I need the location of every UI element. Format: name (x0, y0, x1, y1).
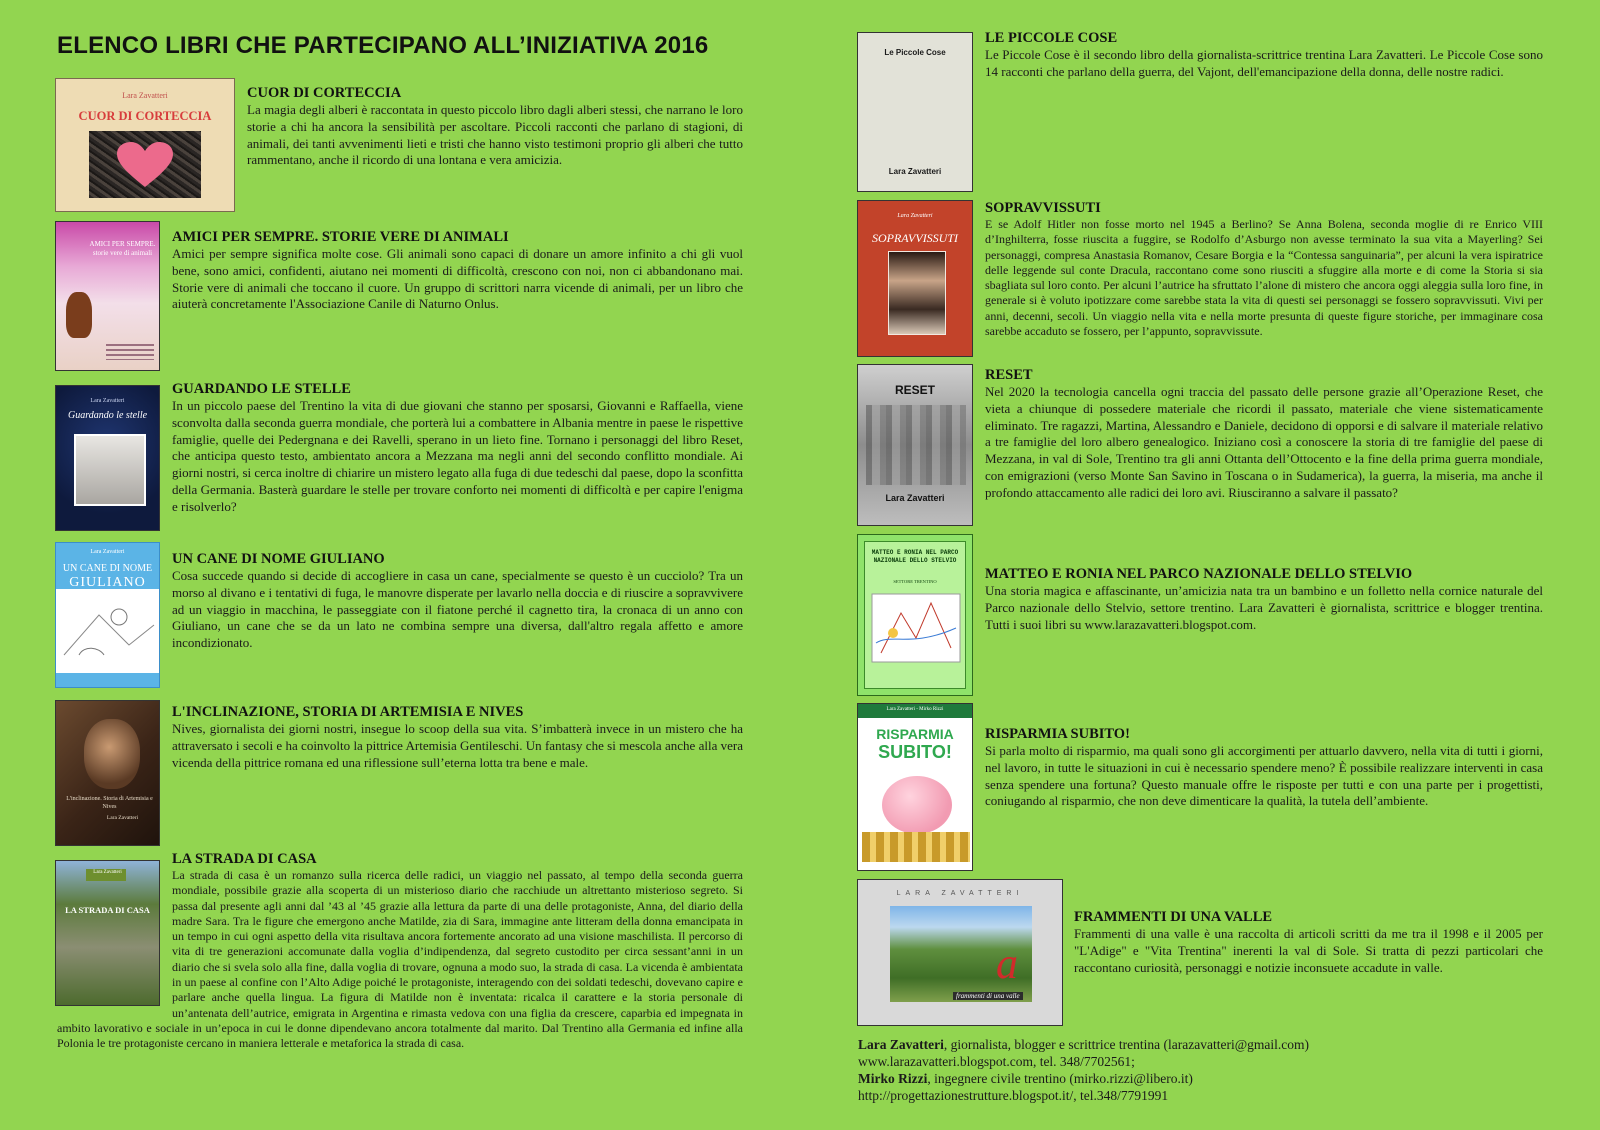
cover-title-2: SUBITO! (878, 742, 952, 762)
heart-icon (115, 141, 175, 189)
book-title: UN CANE DI NOME GIULIANO (172, 551, 385, 567)
cover-amici-per-sempre (55, 221, 160, 371)
bark-image (89, 131, 201, 198)
cat-image (66, 292, 92, 338)
author-website[interactable]: www.larazavatteri.blogspot.com, tel. 348/7702561; (858, 1054, 1135, 1069)
cover-author: Lara Zavatteri (122, 91, 168, 100)
cover-cuor-di-corteccia (55, 78, 235, 212)
book-title: L'INCLINAZIONE, STORIA DI ARTEMISIA E NIVES (172, 704, 524, 720)
book-description: La strada di casa è un romanzo sulla ricerca delle radici, un viaggio nel passato, al tempo della seconda guerra mondiale, possibile grazie alla scoperta di un misterioso diario che racchiude un altrettanto misterioso segreto. Si passa dal presente agli anni dal ’43 al ’45 grazie alla lettura da parte di una delle protagoniste, Anna, del diario della madre Sara. Tra le figure che emergono anche Matilde, zia di Sara, immagine ante litteram della donna emancipata in un tempo in cui ogni aspetto della vita risultava ancora fortemente ancorato ad una visione maschilista. Il percorso di vita di tre generazioni accomunate dalla voglia d’indipendenza, dal segreto custodito per circa sessant’anni in un diario che si svela solo alla fine, dalla voglia di trovare, ognuna a modo suo, la strada di casa. La vicenda è ambientata in un paese al confine con l’Alto Adige poiché le protagoniste, interagendo con dei soldati tedeschi, dovevano capire e parlare anche quella lingua. La figura di Matilde non è inventata: ricalca il carattere e la storia personale di un’antenata dell’autrice, emigrata in Argentina e rimasta vedova con una figlia da crescere, caparbia ed impegnata in ambito lavorativo e sociale in un’epoca in cui le donne dipendevano ancora totalmente dal marito. Dal Trentino alla Germania ed infine alla Polonia le tre protagoniste cercano in maniera letterale e metaforica la strada di casa. (57, 868, 743, 1051)
book-description: Le Piccole Cose è il secondo libro della giornalista-scrittrice trentina Lara Zavatteri. Le Piccole Cose sono 14 racconti che parlano della guerra, del Vajont, dell'emancipazione della donna, delle nostre radici. (985, 47, 1543, 79)
coauthor-details[interactable]: , ingegnere civile trentino (mirko.rizzi@libero.it) (927, 1071, 1193, 1086)
book-title: FRAMMENTI DI UNA VALLE (1074, 909, 1273, 925)
cover-author: Lara Zavatteri (897, 213, 933, 219)
cover-title: MATTEO E RONIA NEL PARCO NAZIONALE DELLO STELVIO (871, 549, 959, 564)
cover-title: AMICI PER SEMPRE. storie vere di animali (89, 240, 156, 257)
book-title: CUOR DI CORTECCIA (247, 85, 402, 101)
cover-title-1: UN CANE DI NOME (62, 563, 153, 574)
cover-le-piccole-cose (857, 32, 973, 192)
couple-photo (74, 434, 146, 506)
cover-guardando-le-stelle (55, 385, 160, 531)
cover-title: SOPRAVVISSUTI (871, 231, 959, 245)
coauthor-website[interactable]: http://progettazionestrutture.blogspot.it/, tel.348/7791991 (858, 1088, 1169, 1103)
book-description: Nives, giornalista dei giorni nostri, insegue lo scoop della sua vita. S’imbatterà invece in un mistero che ha attraversato i secoli e ha coinvolto la pittrice Artemisia Gentileschi. Un fantasy che si mescola anche alla vera vicenda della pittrice romana ed una riflessione sull’eterna lotta tra bene e male. (172, 721, 743, 770)
cover-author: LARA ZAVATTERI (896, 890, 1024, 897)
old-photo (866, 405, 966, 485)
author-details[interactable]: , giornalista, blogger e scrittrice trentina (larazavatteri@gmail.com) (943, 1037, 1310, 1052)
cover-title: L'inclinazione. Storia di Artemisia e Nives (66, 796, 153, 810)
cover-author: Lara Zavatteri (885, 493, 945, 503)
page-title: ELENCO LIBRI CHE PARTECIPANO ALL’INIZIATIVA 2016 (57, 32, 709, 59)
cover-title: Guardando le stelle (67, 410, 148, 421)
book-description: Nel 2020 la tecnologia cancella ogni traccia del passato delle persone grazie all’Operazione Reset, che vieta a chiunque di possedere materiale che ricordi il passato, materiale che viene sistematicamente eliminato. Tre ragazzi, Martina, Alessandro e Daniele, decidono di opporsi e di salvare il materiale relativo a tre famiglie del loro albero genealogico. Iniziano così a conoscere la storia di tre famiglie del paese di Mezzana, in val di Sole, Trentino tra gli anni Ottanta dell’Ottocento e la fine della prima guerra mondiale, con emigrazioni (verso Monte San Savino in Toscana o in Sudamerica), la guerra, la miseria, ma anche il profondo attaccamento alle radici dei loro avi. Riusciranno a salvare il passato? (985, 384, 1543, 500)
cover-letter: a (996, 939, 1018, 988)
cover-title-2: GIULIANO (69, 575, 146, 590)
book-description: E se Adolf Hitler non fosse morto nel 1945 a Berlino? Se Anna Bolena, seconda moglie di re Enrico VIII d’Inghilterra, fosse riuscita a fuggire, se Rodolfo d’Asburgo non avesse terminato la sua vita a Mayerling? Sei personaggi, compresa Anastasia Romanov, Cesare Borgia e la “Contessa sanguinaria”, per alcuni la vera ispiratrice delle leggende sul conte Dracula, raccontano come sono riusciti a sfuggire alla morte e di come la Storia si sia sbagliata sul loro conto. Per alcuni l’autrice ha sfruttato l’alone di mistero che ancora oggi aleggia sulla loro fine, in generale si è voluto ipotizzare come sarebbe stata la vita di questi sei personaggi se fossero sopravvissuti. Vivi per anni, decenni, secoli. Un viaggio nella vita e nella morte presunta di queste figure storiche, per immaginare cosa sarebbe accaduto se fossero, per l’appunto, sopravvissute. (985, 217, 1543, 339)
cover-author: Lara Zavatteri (90, 398, 125, 404)
cover-spacer (57, 868, 172, 1014)
author-name: Lara Zavatteri (858, 1037, 944, 1052)
cover-sopravvissuti (857, 200, 973, 357)
book-description: La magia degli alberi è raccontata in questo piccolo libro dagli alberi stessi, che narrano le loro storie a chi ha ancora la sensibilità per ascoltare. Piccoli racconti che parlano di stagioni, di animali, dei tanti avvenimenti lieti e tristi che hanno visto testimoni proprio gli alberi che tutto rammentano, anche il ricordo di una lontana e vera amicizia. (247, 102, 743, 168)
book-title: AMICI PER SEMPRE. STORIE VERE DI ANIMALI (172, 229, 509, 245)
portrait-collage (888, 251, 946, 335)
cover-author: Lara Zavatteri (93, 870, 122, 875)
cover-title: LA STRADA DI CASA (65, 905, 150, 915)
cover-bottom-band (56, 673, 159, 687)
cover-title: CUOR DI CORTECCIA (78, 109, 212, 123)
book-description: Cosa succede quando si decide di accogliere in casa un cane, specialmente se questo è un cucciolo? Tra un morso al divano e i tentativi di fuga, le manovre disperate per lavarlo nella doccia e di riuscire a sopravvivere ad un viaggio in macchina, le passeggiate con il fiatone perché il cagnetto tira, la cronaca di un anno con Giuliano, un cane che se da un lato ne combina sempre una diversa, dall'altro regala affetto e amore incondizionato. (172, 568, 743, 651)
cover-title: frammenti di una valle (953, 992, 1023, 1000)
cover-subtitle: SETTORE TRENTINO (893, 579, 937, 584)
cover-risparmia-subito (857, 703, 973, 871)
cover-un-cane-di-nome-giuliano (55, 542, 160, 688)
cover-author: Lara Zavatteri (106, 815, 139, 821)
coauthor-name: Mirko Rizzi (858, 1071, 928, 1086)
cover-title: RESET (894, 383, 935, 397)
book-description: Amici per sempre significa molte cose. Gli animali sono capaci di donare un amore infinito a chi gli vuol bene, sono amici, confidenti, aiutano nei momenti di difficoltà, crescono con noi, non ci abbandonano mai. Storie vere di animali che toccano il cuore. Un gruppo di scrittori narra vicende di animali, per un libro che aiuterà concretamente l'Associazione Canile di Naturno Onlus. (172, 246, 743, 312)
dog-drawing (59, 595, 159, 675)
cover-authors: Lara Zavatteri - Mirko Rizzi (886, 707, 944, 712)
book-title: LE PICCOLE COSE (985, 30, 1118, 46)
book-title: RISPARMIA SUBITO! (985, 726, 1130, 742)
cover-frammenti-di-una-valle (857, 879, 1063, 1026)
book-title: LA STRADA DI CASA (172, 851, 317, 867)
book-title: RESET (985, 367, 1033, 383)
cover-author: Lara Zavatteri (90, 549, 125, 555)
cover-title: Le Piccole Cose (884, 48, 946, 57)
cover-l-inclinazione (55, 700, 160, 846)
book-description: In un piccolo paese del Trentino la vita di due giovani che stanno per sposarsi, Giovanni e Raffaella, viene sconvolta dalla seconda guerra mondiale, che porterà lui a combattere in Albania mentre in paese le rispettive famiglie, quelle dei Pedergnana e dei Ravelli, sperano in un lieto fine. Tornano i personaggi del libro Reset, che anticipa questo testo, ambientato ancora a Mezzana ma negli anni del secondo conflitto mondiale. Ai giorni nostri, si cerca inoltre di chiarire un mistero legato alla fuga di due tedeschi dal paese, dopo la sconfitta della Germania. Basterà guardare le stelle per trovare conforto nei momenti di difficoltà e per capire l'enigma e risolverlo? (172, 398, 743, 514)
map-drawing (871, 593, 961, 663)
coins-image (862, 832, 970, 862)
cover-author: Lara Zavatteri (888, 167, 942, 176)
cover-title-1: RISPARMIA (876, 726, 954, 742)
book-title: SOPRAVVISSUTI (985, 200, 1101, 216)
strada-description-wrap (57, 868, 743, 1052)
cover-reset (857, 364, 973, 526)
book-description: Frammenti di una valle è una raccolta di articoli scritti da me tra il 1998 e il 2005 per "L'Adige" e "Vita Trentina" inerenti la val di Sole. Si tratta di pezzi particolari che raccontano curiosità, personaggi e notizie inconsuete accadute in valle. (1074, 926, 1543, 975)
book-title: MATTEO E RONIA NEL PARCO NAZIONALE DELLO STELVIO (985, 566, 1413, 582)
book-title: GUARDANDO LE STELLE (172, 381, 351, 397)
cover-matteo-e-ronia (857, 534, 973, 696)
book-description: Una storia magica e affascinante, un’amicizia nata tra un bambino e un folletto nella cornice naturale del Parco nazionale dello Stelvio, settore trentino. Lara Zavatteri è giornalista, scrittrice e blogger trentina. Tutti i suoi libri su www.larazavatteri.blogspot.com. (985, 583, 1543, 632)
book-description: Si parla molto di risparmio, ma quali sono gli accorgimenti per attuarlo davvero, nella vita di tutti i giorni, nel lavoro, in tutte le situazioni in cui è necessario spendere meno? È possibile realizzare interventi in casa senza spendere una fortuna? Questo manuale offre le risposte per tutti e con una parte per i progettisti, coniugando al risparmio, che non deve dimenticare la qualità, la tutela dell’ambiente. (985, 743, 1543, 809)
cover-caption (106, 344, 154, 360)
contact-info (858, 1036, 1558, 1104)
piggy-bank-image (882, 776, 952, 834)
painting-figure (84, 719, 140, 789)
